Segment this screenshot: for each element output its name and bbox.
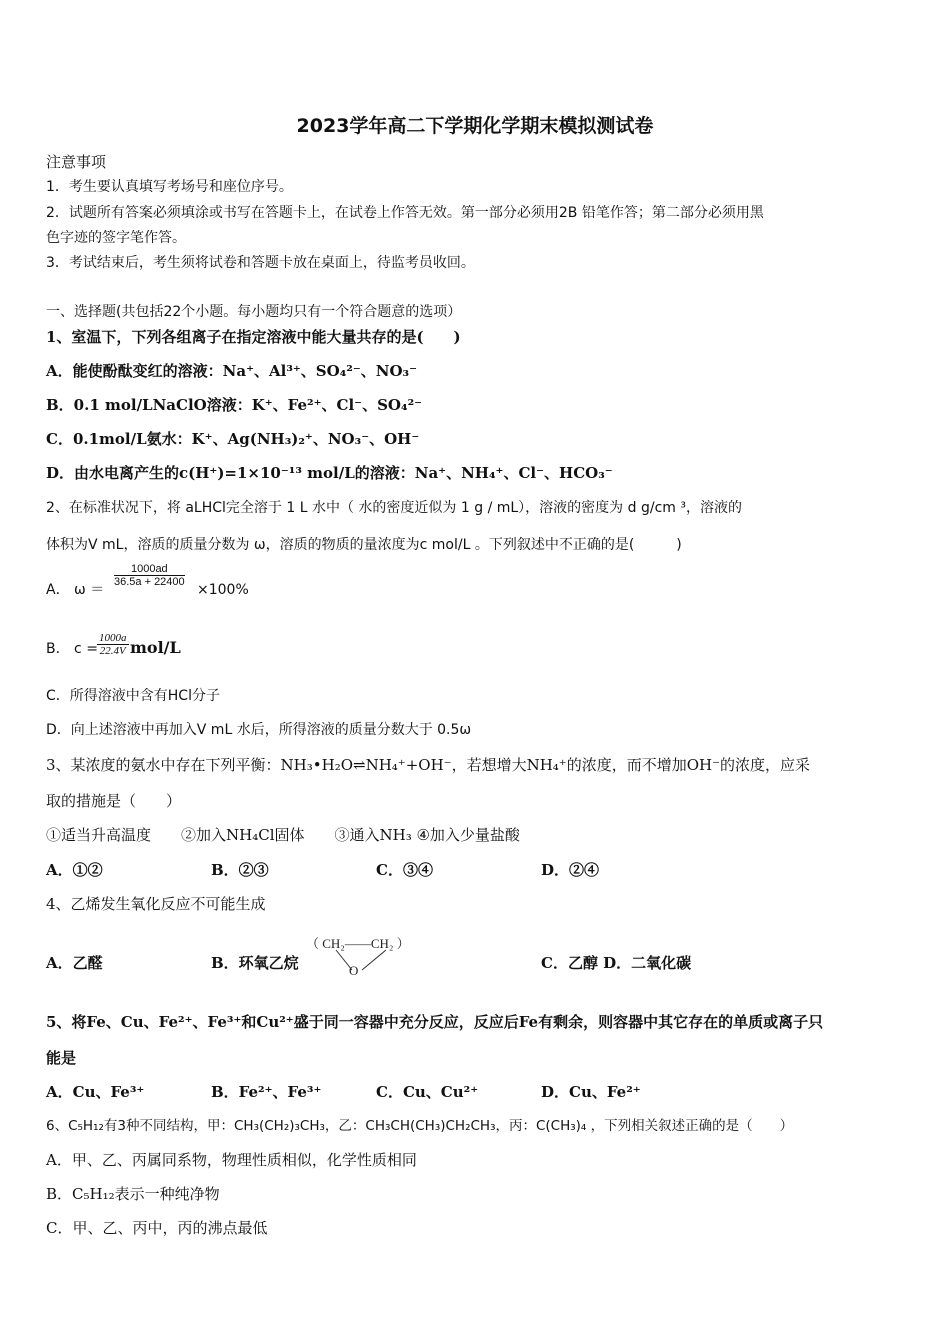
q2-option-a-prefix: A． ω ＝ [46, 582, 105, 598]
note-item-2: 2．试题所有答案必须填涂或书写在答题卡上，在试卷上作答无效。第一部分必须用2B 铅笔作答；第二部分必须用黑 [46, 205, 764, 221]
q5-option-c: C．Cu、Cu²⁺ [376, 1083, 479, 1101]
q1-option-b: B．0.1 mol/LNaClO溶液：K⁺、Fe²⁺、Cl⁻、SO₄²⁻ [46, 396, 423, 414]
q4-option-cd: C．乙醇 D．二氧化碳 [541, 954, 692, 972]
q6-option-a: A．甲、乙、丙属同系物，物理性质相似，化学性质相同 [46, 1151, 417, 1169]
epoxide-structure-top: （ CH₂——CH₂ ） [306, 936, 410, 951]
page-title: 2023学年高二下学期化学期末模拟测试卷 [296, 115, 654, 137]
q3-option-a: A．①② [46, 861, 103, 879]
q2-b-numerator: 1000a [99, 632, 127, 644]
q1-stem: 1、室温下，下列各组离子在指定溶液中能大量共存的是( ) [46, 328, 461, 346]
q2-stem-line2: 体积为V mL，溶质的质量分数为 ω，溶质的物质的量浓度为c mol/L 。下列叙述中不正确的是( ) [46, 537, 682, 553]
q5-option-d: D．Cu、Fe²⁺ [541, 1083, 641, 1101]
q1-option-a: A．能使酚酞变红的溶液：Na⁺、Al³⁺、SO₄²⁻、NO₃⁻ [46, 362, 418, 380]
q3-stem-line2: 取的措施是（ ） [46, 792, 182, 810]
q1-option-d: D．由水电离产生的c(H⁺)=1×10⁻¹³ mol/L的溶液：Na⁺、NH₄⁺、Cl⁻、HCO₃⁻ [46, 464, 613, 482]
q6-option-b: B．C₅H₁₂表示一种纯净物 [46, 1185, 220, 1203]
q3-option-d: D．②④ [541, 861, 600, 879]
note-item-1: 1．考生要认真填写考场号和座位序号。 [46, 179, 293, 195]
q6-stem: 6、C₅H₁₂有3种不同结构，甲：CH₃(CH₂)₃CH₃，乙：CH₃CH(CH₃)CH₂CH₃，丙：C(CH₃)₄ ，下列相关叙述正确的是（ ） [46, 1118, 794, 1134]
q5-stem-line1: 5、将Fe、Cu、Fe²⁺、Fe³⁺和Cu²⁺盛于同一容器中充分反应，反应后Fe有剩余，则容器中其它存在的单质或离子只 [46, 1013, 824, 1031]
notes-heading: 注意事项 [46, 153, 107, 171]
q2-option-a-suffix: ×100% [197, 582, 249, 598]
q3-stem-line1: 3、某浓度的氨水中存在下列平衡：NH₃•H₂O⇌NH₄⁺+OH⁻，若想增大NH₄⁺的浓度，而不增加OH⁻的浓度，应采 [46, 756, 811, 774]
q2-option-b-fraction [97, 632, 129, 657]
q3-measures: ①适当升高温度 ②加入NH₄Cl固体 ③通入NH₃ ④加入少量盐酸 [46, 826, 520, 844]
epoxide-oxygen: O [349, 963, 359, 978]
q5-option-b: B．Fe²⁺、Fe³⁺ [211, 1083, 322, 1101]
q3-option-c: C．③④ [376, 861, 433, 879]
q2-a-numerator: 1000ad [114, 563, 185, 576]
q1-option-c: C．0.1mol/L氨水：K⁺、Ag(NH₃)₂⁺、NO₃⁻、OH⁻ [46, 430, 420, 448]
q4-option-a: A．乙醛 [46, 954, 103, 972]
q2-option-b-suffix: mol/L [130, 638, 181, 657]
q2-b-denominator: 22.4V [99, 645, 126, 657]
q2-option-c: C．所得溶液中含有HCl分子 [46, 688, 220, 704]
q2-option-d: D．向上述溶液中再加入V mL 水后，所得溶液的质量分数大于 0.5ω [46, 722, 472, 738]
q2-a-denominator: 36.5a + 22400 [114, 576, 185, 588]
q4-stem: 4、乙烯发生氧化反应不可能生成 [46, 895, 266, 913]
q5-option-a: A．Cu、Fe³⁺ [46, 1083, 145, 1101]
epoxide-ring-lines [330, 948, 410, 978]
q4-option-b: B．环氧乙烷 [211, 954, 299, 972]
q5-stem-line2: 能是 [46, 1049, 77, 1067]
q2-option-a-fraction [114, 563, 185, 588]
section-heading: 一、选择题(共包括22个小题。每小题均只有一个符合题意的选项） [46, 304, 462, 320]
note-item-3: 3．考试结束后，考生须将试卷和答题卡放在桌面上，待监考员收回。 [46, 255, 475, 271]
q6-option-c: C．甲、乙、丙中，丙的沸点最低 [46, 1219, 268, 1237]
q3-option-b: B．②③ [211, 861, 269, 879]
q2-option-b-prefix: B． c = [46, 641, 98, 657]
note-item-2-cont: 色字迹的签字笔作答。 [46, 230, 186, 246]
q2-stem-line1: 2、在标准状况下，将 aLHCl完全溶于 1 L 水中（ 水的密度近似为 1 g / mL），溶液的密度为 d g/cm ³，溶液的 [46, 500, 742, 516]
